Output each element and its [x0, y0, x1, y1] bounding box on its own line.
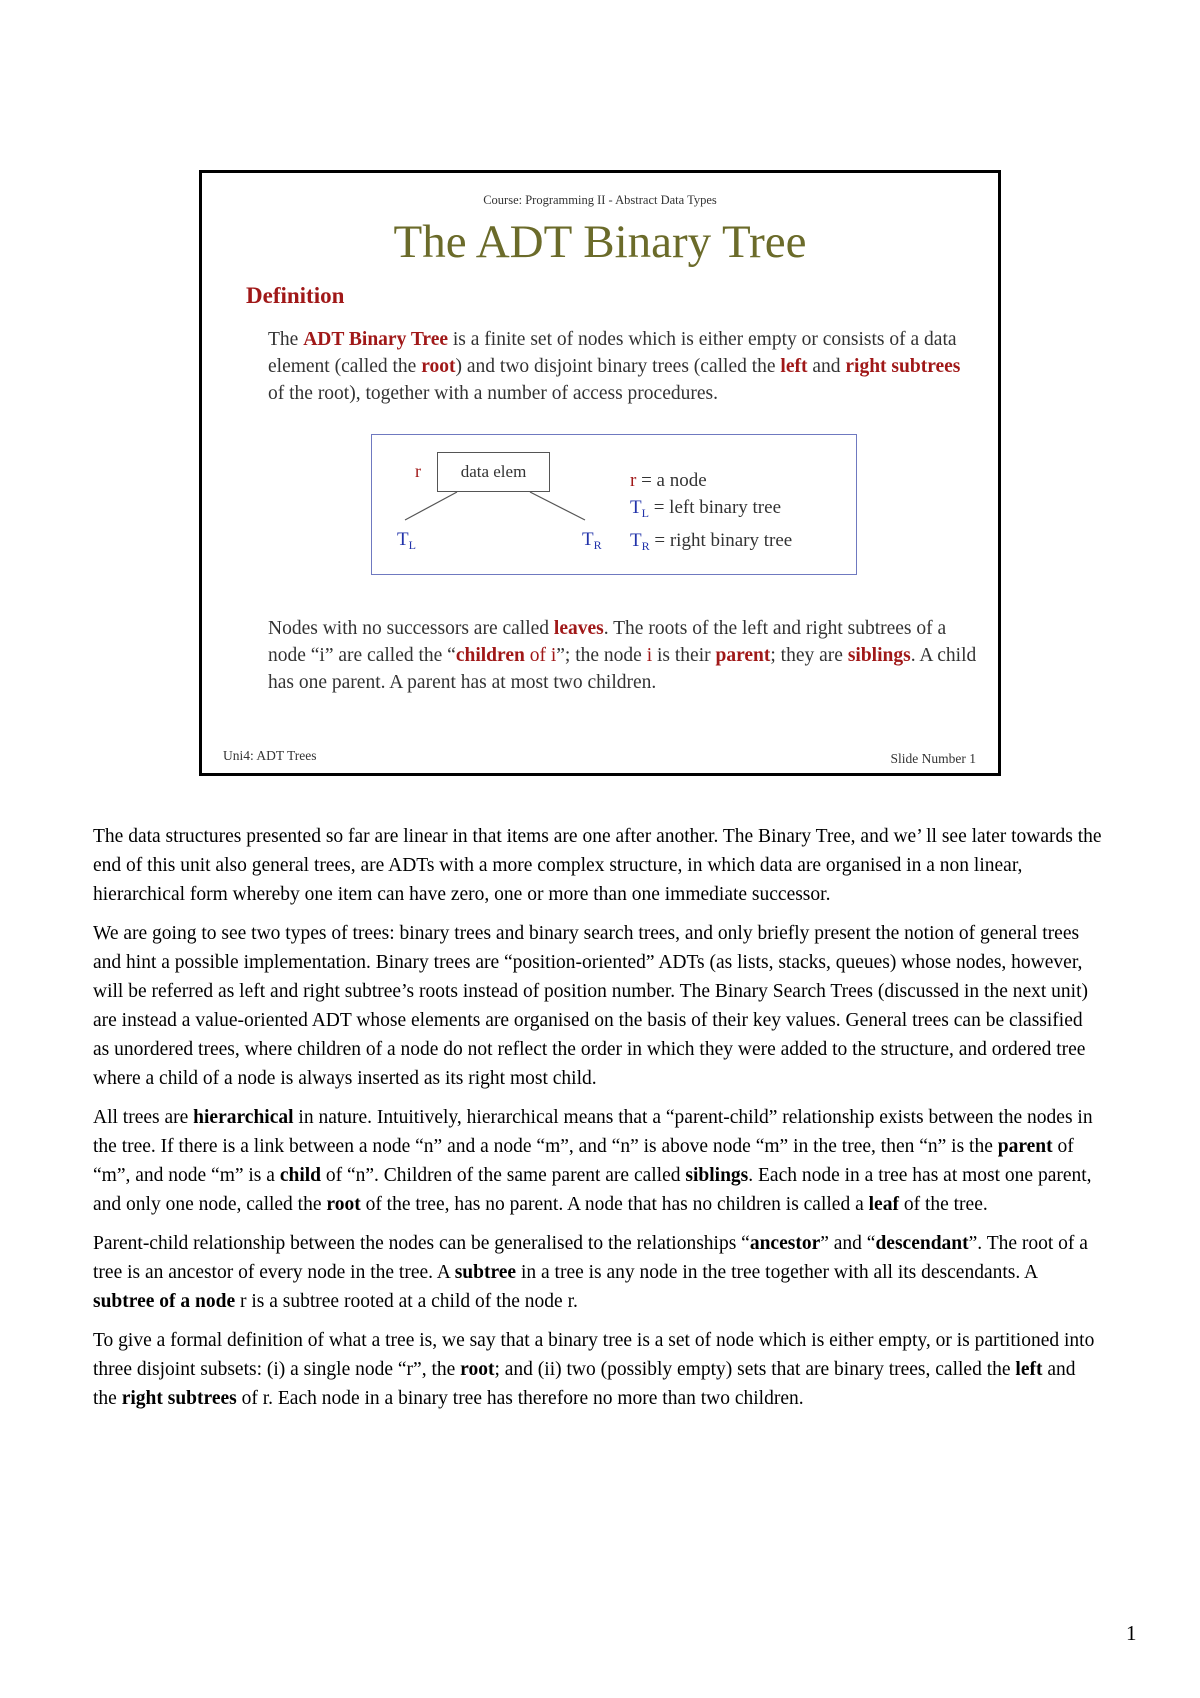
diagram-legend	[630, 467, 792, 560]
binary-tree-diagram	[371, 434, 857, 575]
definition-heading: Definition	[246, 283, 345, 308]
paragraph-2: We are going to see two types of trees: binary trees and binary search trees, and only briefly present the notion of general trees and hint a possible implementation. Binary trees are “position-oriented” ADTs (as lists, stacks, queues) whose nodes, however, will be referred as left and right subtree’s roots instead of position number. The Binary Search Trees (discussed in the next unit) are instead a value-oriented ADT whose elements are organised on the basis of their key values. General trees can be classified as unordered trees, where children of a node do not reflect the order in which they were added to the structure, and ordered tree where a child of a node is always inserted as its right most child.	[93, 923, 1089, 1089]
left-edge	[405, 492, 457, 520]
page-number: 1	[1126, 1621, 1137, 1645]
root-node-box: data elem	[437, 452, 550, 492]
slide-footer-number: Slide Number 1	[890, 751, 976, 766]
root-label: r	[415, 461, 421, 481]
right-edge	[530, 492, 585, 520]
paragraph-4: Parent-child relationship between the nodes can be generalised to the relationships “ancestor” and “descendant”. The root of a tree is an ancestor of every node in the tree. A subtree in a tree is any node in the tree together with all its descendants. A subtree of a node r is a subtree rooted at a child of the node r.	[93, 1233, 1088, 1312]
paragraph-1: The data structures presented so far are linear in that items are one after another. The Binary Tree, and we’ ll see later towards the end of this unit also general trees, are ADTs with a more complex structure, in which data are organised in a non linear, hierarchical form whereby one item can have zero, one or more than one immediate successor.	[93, 826, 1102, 905]
left-subtree-label: $T_L$	[397, 529, 416, 552]
paragraph-3: All trees are hierarchical in nature. Intuitively, hierarchical means that a “parent-child” relationship exists between the nodes in the tree. If there is a link between a node “n” and a node “m”, and “n” is above node “m” in the tree, then “n” is the parent of “m”, and node “m” is a child of “n”. Children of the same parent are called siblings. Each node in a tree has at most one parent, and only one node, called the root of the tree, has no parent. A node that has no children is called a leaf of the tree.	[93, 1107, 1093, 1215]
right-subtree-label: $T_R$	[582, 529, 602, 552]
slide-title: The ADT Binary Tree	[393, 216, 807, 268]
slide-footer-unit: Uni4: ADT Trees	[223, 748, 317, 763]
slide	[199, 170, 1001, 776]
leaves-text: Nodes with no successors are called leaves. The roots of the left and right subtrees of a node “i” are called the “children of i”; the node i is their parent; they are siblings. A child has one parent. A parent has at most two children.	[268, 618, 977, 693]
legend-row-r: r = a node	[630, 470, 707, 491]
slide-course: Course: Programming II - Abstract Data Types	[483, 193, 717, 207]
legend-row-tl: $T_L$ = left binary tree	[630, 497, 781, 520]
legend-row-tr: $T_R$ = right binary tree	[630, 530, 793, 553]
notes-body	[93, 822, 1103, 1423]
paragraph-5: To give a formal definition of what a tree is, we say that a binary tree is a set of node which is either empty, or is partitioned into three disjoint subsets: (i) a single node “r”, the root; and (ii) two (possibly empty) sets that are binary trees, called the left and the right subtrees of r. Each node in a binary tree has therefore no more than two children.	[93, 1330, 1095, 1409]
definition-text: The ADT Binary Tree is a finite set of nodes which is either empty or consists of a data element (called the root) and two disjoint binary trees (called the left and right subtrees of the root), together with a number of access procedures.	[268, 329, 961, 404]
